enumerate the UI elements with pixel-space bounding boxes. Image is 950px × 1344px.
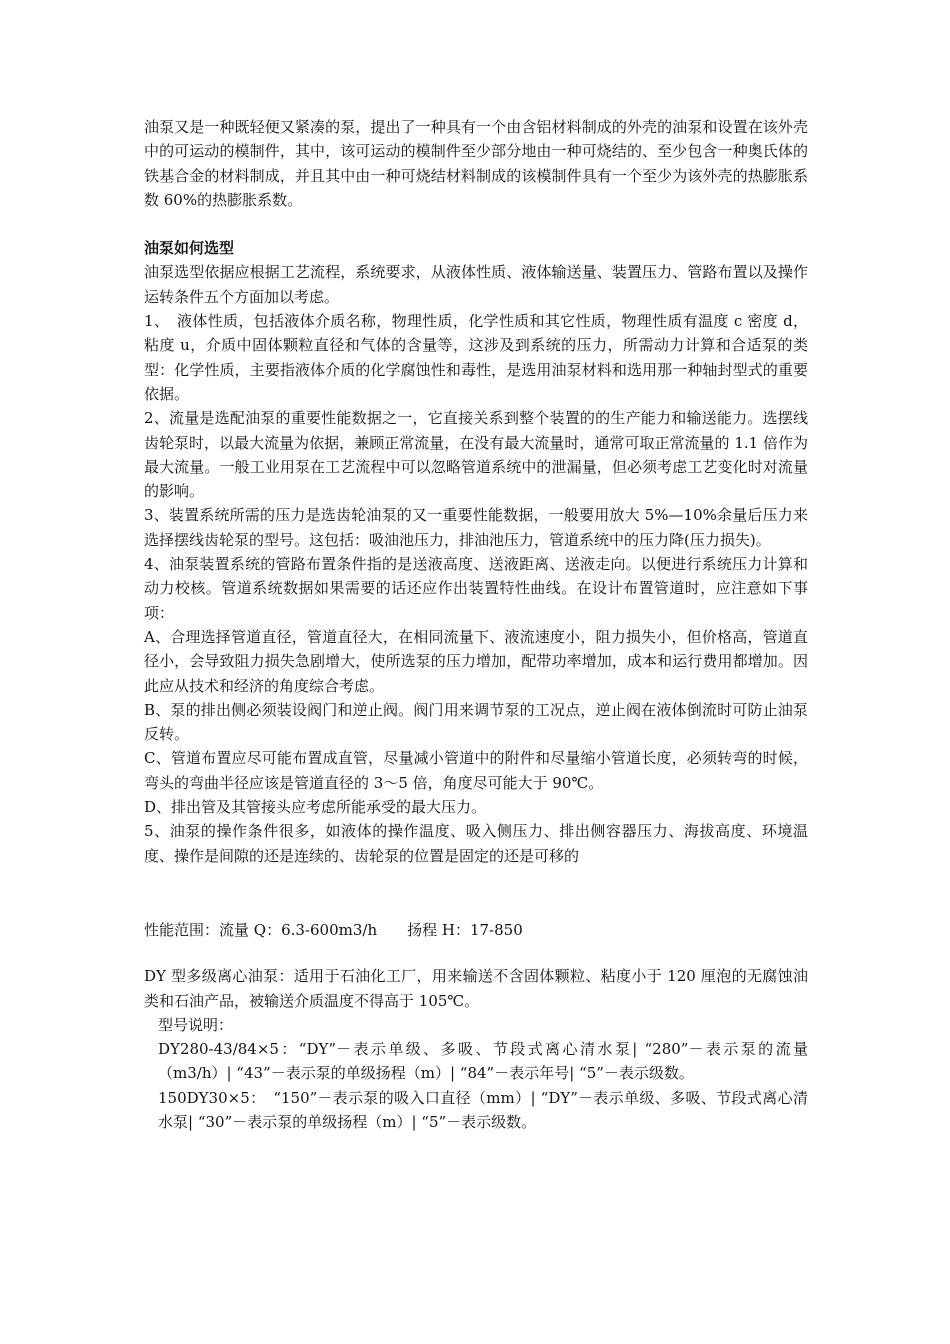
- model-example-2: 150DY30×5： “150”－表示泵的吸入口直径（mm）| “DY”－表示单级、多吸、节段式离心清水泵| “30”－表示泵的单级扬程（m）| “5”－表示级数。: [158, 1088, 808, 1131]
- section-heading: 油泵如何选型: [144, 239, 235, 258]
- list-item: C、管道布置应尽可能布置成直管，尽量减小管道中的附件和尽量缩小管道长度，必须转弯的时候，弯头的弯曲半径应该是管道直径的 3～5 倍，角度尽可能大于 90℃。: [144, 749, 808, 792]
- intro-paragraph: 油泵又是一种既轻便又紧凑的泵，提出了一种具有一个由含铝材料制成的外壳的油泵和设置在该外壳中的可运动的模制件，其中，该可运动的模制件至少部分地由一种可烧结的、至少包含一种奥氏体的铁基合金的材料制成，并且其中由一种可烧结材料制成的该模制件具有一个至少为该外壳的热膨胀系数 60%的热膨胀系数。: [144, 118, 808, 209]
- dy-description: DY 型多级离心油泵：适用于石油化工厂，用来输送不含固体颗粒、粘度小于 120 厘泡的无腐蚀油类和石油产品，被输送介质温度不得高于 105℃。: [144, 967, 808, 1010]
- list-item: 1、 液体性质，包括液体介质名称，物理性质，化学性质和其它性质，物理性质有温度 c 密度 d，粘度 u，介质中固体颗粒直径和气体的含量等，这涉及到系统的压力，所需动力计算和合适泵的类型：化学性质，主要指液体介质的化学腐蚀性和毒性，是选用油泵材料和选用那一种轴封型式的重要依据。: [144, 312, 808, 403]
- list-item: 2、流量是选配油泵的重要性能数据之一，它直接关系到整个装置的的生产能力和输送能力。选摆线齿轮泵时，以最大流量为依据，兼顾正常流量，在没有最大流量时，通常可取正常流量的 1.1 倍作为最大流量。一般工业用泵在工艺流程中可以忽略管道系统中的泄漏量，但必须考虑工艺变化时对流量的影响。: [144, 409, 808, 501]
- model-example-1: DY280-43/84×5：“DY”－表示单级、多吸、节段式离心清水泵| “280”－表示泵的流量（m3/h）| “43”－表示泵的单级扬程（m）| “84”－表示年号| “5”－表示级数。: [158, 1040, 808, 1083]
- list-item: D、排出管及其管接头应考虑所能承受的最大压力。: [144, 798, 487, 817]
- spacer: [144, 212, 808, 236]
- list-item: 5、油泵的操作条件很多，如液体的操作温度、吸入侧压力、排出侧容器压力、海拔高度、环境温度、操作是间隙的还是连续的、齿轮泵的位置是固定的还是可移的: [144, 822, 808, 865]
- list-item: A、合理选择管道直径，管道直径大，在相同流量下、液流速度小，阻力损失小，但价格高，管道直径小，会导致阻力损失急剧增大，使所选泵的压力增加，配带功率增加，成本和运行费用都增加。因此应从技术和经济的角度综合考虑。: [144, 627, 808, 695]
- list-item: 4、油泵装置系统的管路布置条件指的是送液高度、送液距离、送液走向。以便进行系统压力计算和动力校核。管道系统数据如果需要的话还应作出装置特性曲线。在设计布置管道时，应注意如下事项：: [144, 555, 808, 622]
- spacer: [144, 942, 808, 964]
- selection-intro-paragraph: 油泵选型依据应根据工艺流程，系统要求，从液体性质、液体输送量、装置压力、管路布置以及操作运转条件五个方面加以考虑。: [144, 263, 808, 306]
- list-item: B、泵的排出侧必须装设阀门和逆止阀。阀门用来调节泵的工况点，逆止阀在液体倒流时可防止油泵反转。: [144, 700, 808, 744]
- spacer: [144, 868, 808, 918]
- model-title: 型号说明：: [158, 1015, 234, 1034]
- list-item: 3、装置系统所需的压力是选齿轮油泵的又一重要性能数据，一般要用放大 5%—10%余量后压力来选择摆线齿轮泵的型号。这包括：吸油池压力，排油池压力，管道系统中的压力降(压力损失)。: [144, 506, 808, 549]
- performance-range: 性能范围：流量 Q：6.3-600m3/h 扬程 H：17-850: [144, 920, 523, 939]
- document-body: [144, 115, 808, 1134]
